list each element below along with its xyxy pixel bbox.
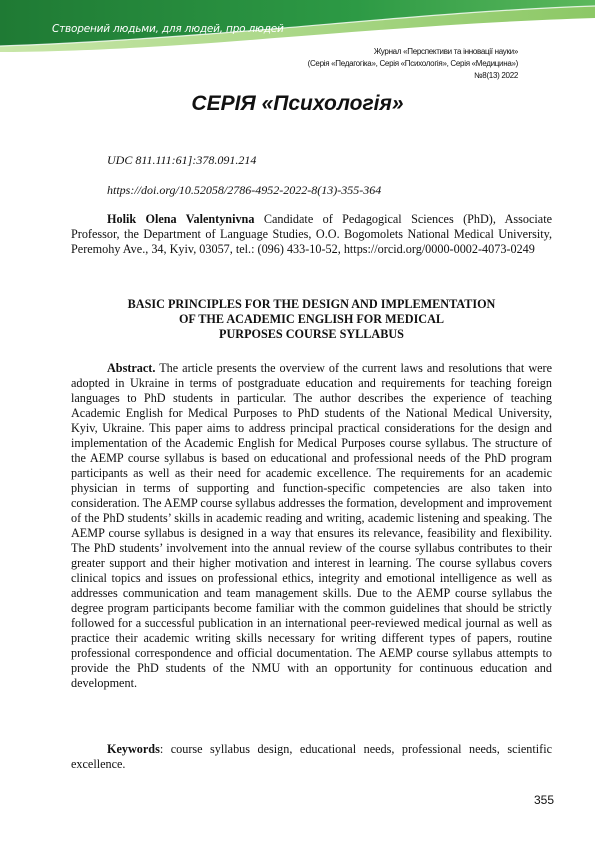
udc-code: UDC 811.111:61]:378.091.214 [107, 153, 257, 167]
author-info [71, 212, 552, 257]
author-name: Holik Olena Valentynivna [107, 212, 255, 226]
abstract [71, 361, 552, 691]
keywords-text: : course syllabus design, educational needs, professional needs, scientific excellence. [71, 742, 552, 771]
journal-name: Журнал «Перспективи та інновації науки» [373, 47, 518, 56]
title-line: BASIC PRINCIPLES FOR THE DESIGN AND IMPLEMENTATION [127, 297, 496, 311]
title-line: PURPOSES COURSE SYLLABUS [219, 327, 404, 341]
series-title: СЕРІЯ «Психологія» [191, 92, 404, 115]
keywords [71, 742, 552, 772]
doi-link[interactable]: https://doi.org/10.52058/2786-4952-2022-8(13)-355-364 [107, 183, 382, 197]
article-title [71, 297, 552, 342]
abstract-label: Abstract. [107, 361, 156, 375]
keywords-label: Keywords [107, 742, 160, 756]
journal-slogan: Створений людьми, для людей, про людей [52, 23, 284, 35]
abstract-text: The article presents the overview of the current laws and resolutions that were adopted in Ukraine in terms of postgraduate education and requirements for teaching foreign languages to PhD students in particular. The author describes the experience of teaching Academic English for Medical Purposes to PhD students of the National Medical University, Kyiv, Ukraine. This paper aims to address principal practical considerations for the design and implementation of the Academic English for Medical Purposes course syllabus. The structure of the AEMP course syllabus is based on educational and professional needs of the PhD program participants as well as their need for academic excellence. The requirements for an academic physician in terms of supporting and function-specific competencies are also taken into consideration. The AEMP course syllabus addresses the formation, development and improvement of the PhD students’ skills in academic reading and writing, academic listening and speaking. The AEMP course syllabus is designed in a way that ensures its relevance, feasibility and flexibility. The PhD students’ involvement into the annual review of the course syllabus contributes to their greater support and their higher motivation and interest in learning. The course syllabus covers clinical topics and issues on professional ethics, integrity and emotional intelligence as well as addresses communication and team management skills. Due to the AEMP course syllabus the degree program participants become familiar with the common guidelines that should be strictly followed for a successful publication in an international peer-reviewed medical journal as well as practice their academic writing skills necessary for writing different types of papers, routine professional correspondence and official documentation. The AEMP course syllabus attempts to provide the PhD students of the NMU with an opportunity for continuous education and development. [71, 361, 552, 690]
title-line: OF THE ACADEMIC ENGLISH FOR MEDICAL [178, 312, 445, 326]
journal-series: (Серія «Педагогіка», Серія «Психологія», Серія «Медицина») [307, 59, 518, 68]
journal-issue: №8(13) 2022 [474, 71, 518, 80]
journal-info [308, 46, 518, 82]
page-number: 355 [534, 793, 555, 807]
author-details: Candidate of Pedagogical Sciences (PhD), Associate Professor, the Department of Language Studies, O.O. Bogomolets National Medical University, Peremohy Ave., 34, Kyiv, 03057, tel.: (096) 433-10-52, https://orcid.org/0000-0002-4073-0249 [71, 212, 552, 256]
